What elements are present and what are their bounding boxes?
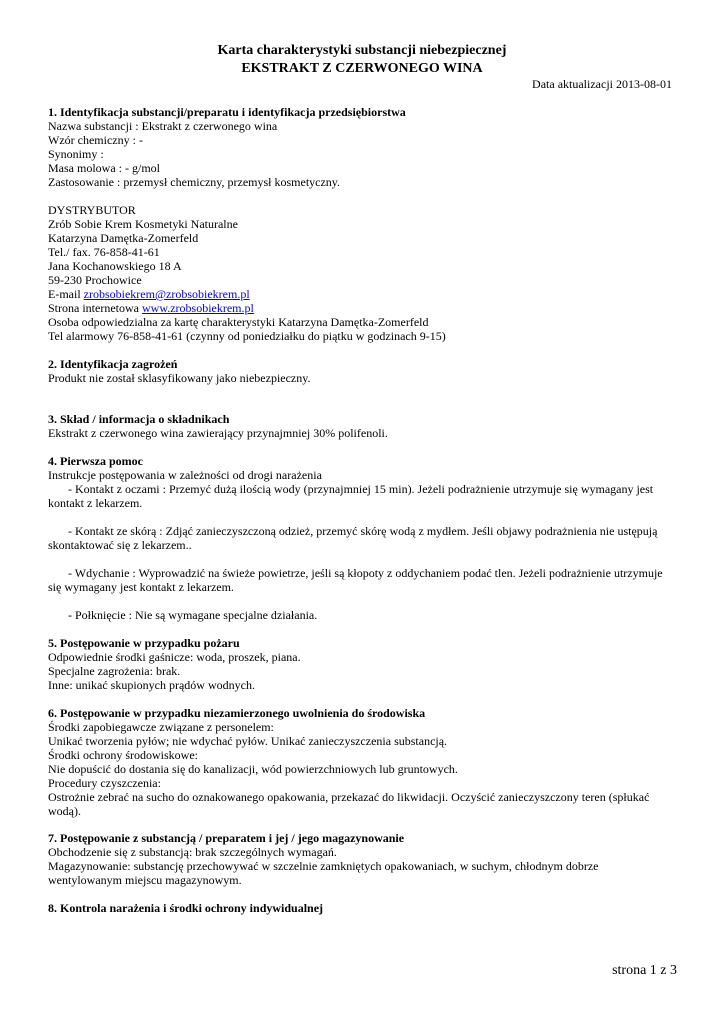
handling: Obchodzenie się z substancją: brak szczególnych wymagań.	[48, 845, 337, 859]
website-line	[48, 301, 674, 315]
email-line	[48, 287, 674, 301]
update-date: Data aktualizacji 2013-08-01	[532, 77, 672, 91]
inhalation: - Wdychanie : Wyprowadzić na świeże powietrze, jeśli są kłopoty z oddychaniem podać tlen. Jeżeli podrażnienie utrzymuje się wymagany jest kontakt z lekarzem.	[48, 566, 663, 594]
personal-precautions: Unikać tworzenia pyłów; nie wdychać pyłów. Unikać zanieczyszczenia substancją.	[48, 734, 448, 748]
section-1	[48, 105, 674, 343]
personal-precautions-label: Środki zapobiegawcze związane z personelem:	[48, 720, 274, 734]
other-fire-info: Inne: unikać skupionych prądów wodnych.	[48, 678, 255, 692]
environmental-precautions-label: Środki ochrony środowiskowe:	[48, 748, 198, 762]
first-aid-intro: Instrukcje postępowania w zależności od drogi narażenia	[48, 468, 322, 482]
contact-person: Osoba odpowiedzialna za kartę charakterystyki Katarzyna Damętka-Zomerfeld	[48, 315, 429, 329]
section-7	[48, 831, 674, 887]
phone-fax: Tel./ fax. 76-858-41-61	[48, 245, 160, 259]
emergency-phone: Tel alarmowy 76-858-41-61 (czynny od poniedziałku do piątku w godzinach 9-15)	[48, 329, 446, 343]
product-name: EKSTRAKT Z CZERWONEGO WINA	[241, 61, 483, 76]
section-3-heading: 3. Skład / informacja o składnikach	[48, 412, 230, 426]
section-3	[48, 412, 674, 440]
synonyms: Synonimy :	[48, 147, 104, 161]
composition-text: Ekstrakt z czerwonego wina zawierający przynajmniej 30% polifenoli.	[48, 426, 388, 440]
distributor-heading: DYSTRYBUTOR	[48, 203, 136, 217]
section-7-heading: 7. Postępowanie z substancją / preparatem i jej / jego magazynowanie	[48, 831, 405, 845]
ingestion: - Połknięcie : Nie są wymagane specjalne działania.	[68, 608, 318, 622]
company-name: Zrób Sobie Krem Kosmetyki Naturalne	[48, 217, 238, 231]
hazard-text: Produkt nie został sklasyfikowany jako niebezpieczny.	[48, 371, 311, 385]
usage: Zastosowanie : przemysł chemiczny, przemysł kosmetyczny.	[48, 175, 341, 189]
eye-contact: - Kontakt z oczami : Przemyć dużą ilością wody (przynajmniej 15 min). Jeżeli podrażnienie utrzymuje się wymagany jest kontakt z lekarzem.	[48, 482, 654, 510]
email-label: E-mail	[48, 287, 84, 301]
owner-name: Katarzyna Damętka-Zomerfeld	[48, 231, 199, 245]
section-4-heading: 4. Pierwsza pomoc	[48, 454, 143, 468]
cleanup-label: Procedury czyszczenia:	[48, 776, 161, 790]
section-5	[48, 636, 674, 692]
section-2-heading: 2. Identyfikacja zagrożeń	[48, 357, 178, 371]
website-label: Strona internetowa	[48, 301, 142, 315]
chemical-formula: Wzór chemiczny : -	[48, 133, 143, 147]
extinguishing-media: Odpowiednie środki gaśnicze: woda, proszek, piana.	[48, 650, 301, 664]
section-8	[48, 901, 674, 915]
section-1-heading: 1. Identyfikacja substancji/preparatu i identyfikacja przedsiębiorstwa	[48, 105, 406, 119]
postal-city: 59-230 Prochowice	[48, 273, 142, 287]
website-link[interactable]: www.zrobsobiekrem.pl	[141, 301, 254, 315]
section-2	[48, 357, 674, 385]
environmental-precautions: Nie dopuścić do dostania się do kanalizacji, wód powierzchniowych lub gruntowych.	[48, 762, 458, 776]
cleanup-procedure: Ostrożnie zebrać na sucho do oznakowanego opakowania, przekazać do likwidacji. Oczyścić zanieczyszczony teren (spłukać wodą).	[48, 790, 650, 818]
section-6-heading: 6. Postępowanie w przypadku niezamierzonego uwolnienia do środowiska	[48, 706, 426, 720]
street-address: Jana Kochanowskiego 18 A	[48, 259, 182, 273]
molar-mass: Masa molowa : - g/mol	[48, 161, 160, 175]
email-link[interactable]: zrobsobiekrem@zrobsobiekrem.pl	[83, 287, 250, 301]
special-hazards: Specjalne zagrożenia: brak.	[48, 664, 181, 678]
storage: Magazynowanie: substancję przechowywać w szczelnie zamkniętych opakowaniach, w suchym, chłodnym dobrze wentylowanym miejscu magazynowym.	[48, 859, 599, 887]
skin-contact: - Kontakt ze skórą : Zdjąć zanieczyszczoną odzież, przemyć skórę wodą z mydłem. Jeśli objawy podrażnienia nie ustępują skontaktować się z lekarzem..	[48, 524, 658, 552]
section-4	[48, 454, 674, 622]
section-5-heading: 5. Postępowanie w przypadku pożaru	[48, 636, 240, 650]
document-title: Karta charakterystyki substancji niebezpiecznej	[217, 43, 507, 58]
section-8-heading: 8. Kontrola narażenia i środki ochrony indywidualnej	[48, 901, 324, 915]
section-6	[48, 706, 674, 818]
page-number: strona 1 z 3	[612, 963, 677, 978]
substance-name: Nazwa substancji : Ekstrakt z czerwonego wina	[48, 119, 278, 133]
